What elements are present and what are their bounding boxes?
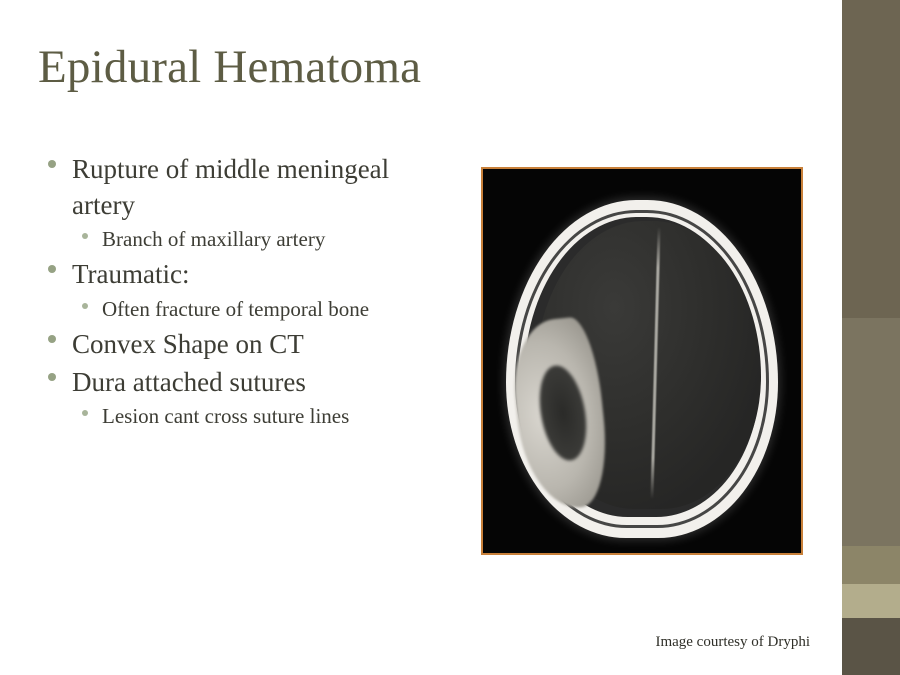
list-item: [40, 257, 450, 323]
sub-bullet-text: Branch of maxillary artery: [102, 227, 326, 252]
list-item: [40, 327, 450, 363]
band-segment-1: [842, 0, 900, 318]
sub-bullet-list: [72, 402, 450, 430]
band-segment-4: [842, 584, 900, 618]
band-segment-3: [842, 546, 900, 584]
page-title: Epidural Hematoma: [38, 41, 422, 93]
bullet-list-container: [40, 152, 450, 435]
list-item: [40, 152, 450, 253]
sub-bullet-list: [72, 295, 450, 323]
band-segment-2: [842, 318, 900, 546]
bullet-text: Dura attached sutures: [72, 366, 306, 397]
sub-bullet-text: Lesion cant cross suture lines: [102, 404, 350, 429]
decorative-right-band: [842, 0, 900, 675]
sub-bullet-dot-icon: [82, 410, 88, 416]
image-credit: Image courtesy of Dryphi: [655, 634, 810, 650]
band-segment-5: [842, 618, 900, 675]
bullet-text: Rupture of middle meningeal artery: [72, 154, 390, 220]
bullet-text: Traumatic:: [72, 259, 190, 290]
ct-image-background: [483, 169, 801, 553]
bullet-text: Convex Shape on CT: [72, 329, 304, 360]
list-item: [72, 402, 450, 430]
list-item: [40, 365, 450, 431]
list-item: [72, 225, 450, 253]
sub-bullet-text: Often fracture of temporal bone: [102, 297, 370, 321]
list-item: [72, 295, 450, 323]
bullet-list: [40, 152, 450, 431]
bullet-dot-icon: [48, 335, 56, 343]
sub-bullet-dot-icon: [82, 303, 88, 309]
ct-scan-image: [481, 167, 803, 555]
bullet-dot-icon: [48, 373, 56, 381]
bullet-dot-icon: [48, 160, 56, 168]
bullet-dot-icon: [48, 265, 56, 273]
sub-bullet-list: [72, 225, 450, 253]
sub-bullet-dot-icon: [82, 233, 88, 239]
